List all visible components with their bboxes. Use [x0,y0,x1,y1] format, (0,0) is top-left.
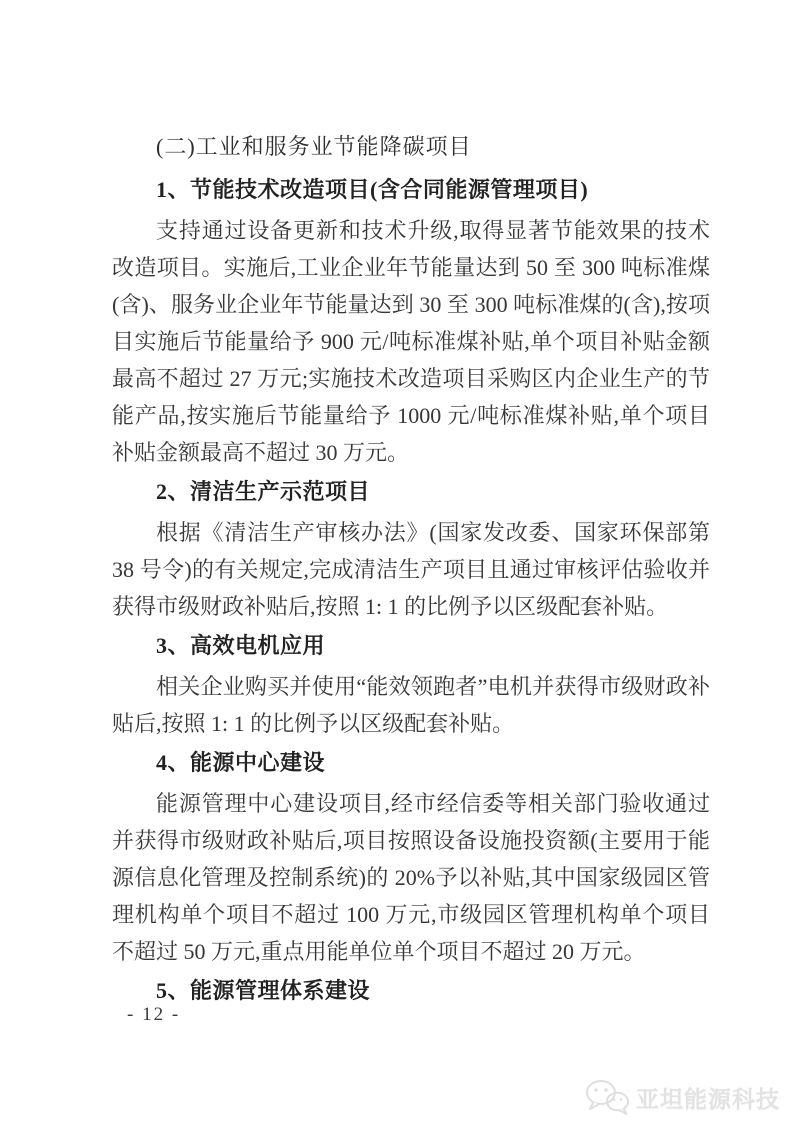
watermark-brand-text: 亚坦能源科技 [636,1085,780,1112]
item-5 [112,972,710,1009]
item-4-heading: 4、能源中心建设 [156,750,326,775]
item-2 [112,473,710,625]
wechat-icon [584,1078,630,1116]
item-2-body: 根据《清洁生产审核办法》(国家发改委、国家环保部第 38 号令)的有关规定,完成清洁生产项目且通过审核评估验收并获得市级财政补贴后,按照 1: 1 的比例予以区级配套补贴。 [112,520,710,619]
section-heading: (二)工业和服务业节能降碳项目 [156,134,472,159]
item-4-body: 能源管理中心建设项目,经市经信委等相关部门验收通过并获得市级财政补贴后,项目按照设备设施投资额(主要用于能源信息化管理及控制系统)的 20%予以补贴,其中国家级园区管理机构单个项目不超过 100 万元,市级园区管理机构单个项目不超过 50 万元,重点用能单位单个项目不超过 20 万元。 [112,791,711,964]
item-1-heading: 1、节能技术改造项目(含合同能源管理项目) [156,177,589,202]
watermark [584,1078,780,1116]
item-5-heading: 5、能源管理体系建设 [156,978,371,1003]
item-3 [112,627,710,742]
item-1 [112,171,710,471]
item-1-body: 支持通过设备更新和技术升级,取得显著节能效果的技术改造项目。实施后,工业企业年节能量达到 50 至 300 吨标准煤(含)、服务业企业年节能量达到 30 至 300 吨标准煤的(含),按项目实施后节能量给予 900 元/吨标准煤补贴,单个项目补贴金额最高不超过 27 万元;实施技术改造项目采购区内企业生产的节能产品,按实施后节能量给予 1000 元/吨标准煤补贴,单个项目补贴金额最高不超过 30 万元。 [112,218,710,465]
page-number: - 12 - [127,1004,181,1025]
item-2-heading: 2、清洁生产示范项目 [156,479,371,504]
item-3-body: 相关企业购买并使用“能效领跑者”电机并获得市级财政补贴后,按照 1: 1 的比例予以区级配套补贴。 [112,674,710,736]
item-3-heading: 3、高效电机应用 [156,633,326,658]
document-content [112,128,710,1013]
item-4 [112,744,710,970]
